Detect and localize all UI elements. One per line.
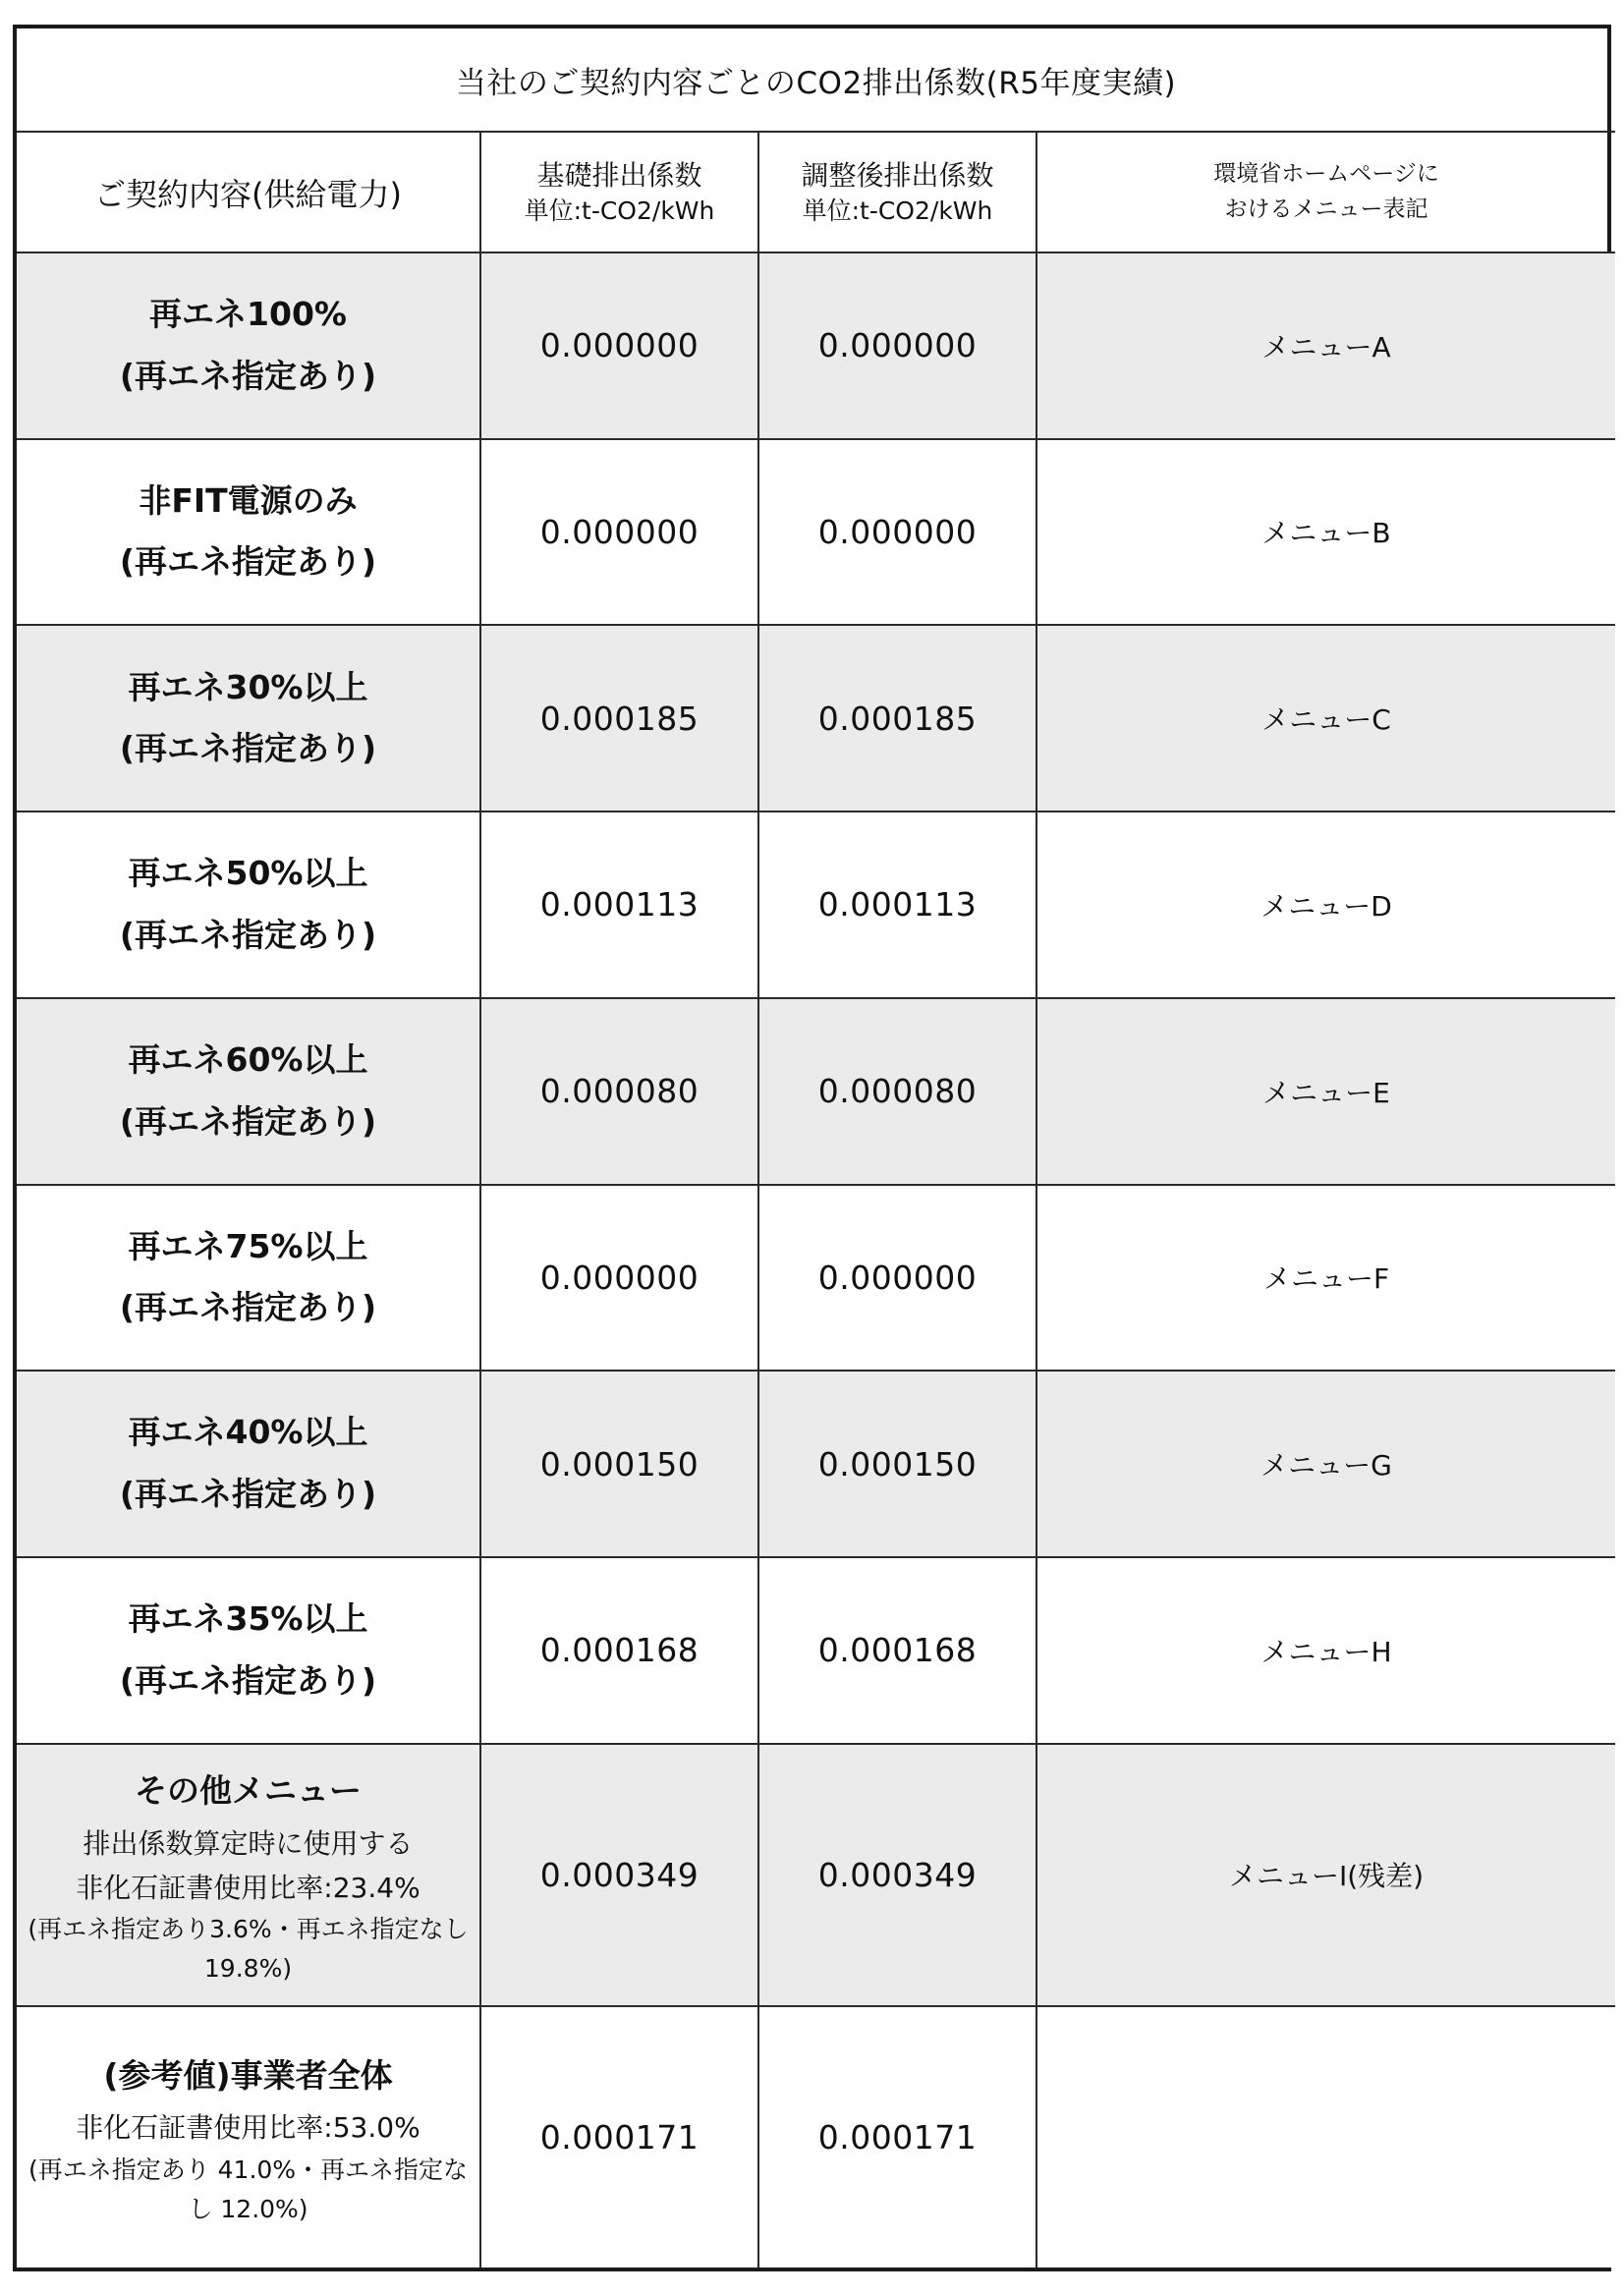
menu-label: メニューB bbox=[1036, 439, 1615, 626]
nonfossil-ratio: 非化石証書使用比率:23.4% bbox=[76, 1871, 420, 1904]
table-row bbox=[17, 439, 1615, 626]
menu-label: メニューH bbox=[1036, 1557, 1615, 1744]
header-menu-line2: おけるメニュー表記 bbox=[1224, 196, 1428, 222]
header-row bbox=[17, 132, 1615, 252]
contract-cell bbox=[17, 252, 480, 439]
table-row bbox=[17, 1371, 1615, 1557]
contract-cell bbox=[17, 1557, 480, 1744]
adjusted-value: 0.000113 bbox=[758, 812, 1036, 998]
adjusted-value: 0.000171 bbox=[758, 2006, 1036, 2268]
contract-cell bbox=[17, 439, 480, 626]
contract-cell bbox=[17, 2006, 480, 2268]
adjusted-value: 0.000000 bbox=[758, 1185, 1036, 1372]
header-adjusted bbox=[758, 132, 1036, 252]
contract-note: (再エネ指定あり) bbox=[119, 915, 377, 954]
header-menu-line1: 環境省ホームページに bbox=[1213, 161, 1439, 187]
nonfossil-breakdown: (再エネ指定あり 41.0%・再エネ指定なし 12.0%) bbox=[28, 2156, 469, 2224]
menu-label: メニューC bbox=[1036, 625, 1615, 812]
menu-label: メニューD bbox=[1036, 812, 1615, 998]
header-basic bbox=[480, 132, 758, 252]
table-row bbox=[17, 1557, 1615, 1744]
adjusted-value: 0.000349 bbox=[758, 1744, 1036, 2006]
basic-value: 0.000113 bbox=[480, 812, 758, 998]
contract-note: (再エネ指定あり) bbox=[119, 1475, 377, 1514]
table-row-reference bbox=[17, 2006, 1615, 2268]
table-row bbox=[17, 625, 1615, 812]
contract-name: (参考値)事業者全体 bbox=[103, 2055, 393, 2095]
table-title: 当社のご契約内容ごとのCO2排出係数(R5年度実績) bbox=[17, 28, 1615, 132]
adjusted-value: 0.000080 bbox=[758, 998, 1036, 1185]
adjusted-value: 0.000185 bbox=[758, 625, 1036, 812]
contract-cell bbox=[17, 1744, 480, 2006]
menu-label: メニューA bbox=[1036, 252, 1615, 439]
contract-name: 再エネ100% bbox=[149, 295, 347, 334]
title-row bbox=[17, 28, 1615, 132]
nonfossil-ratio: 非化石証書使用比率:53.0% bbox=[76, 2111, 420, 2145]
basic-value: 0.000000 bbox=[480, 439, 758, 626]
basic-value: 0.000000 bbox=[480, 252, 758, 439]
table-row-other bbox=[17, 1744, 1615, 2006]
basic-value: 0.000080 bbox=[480, 998, 758, 1185]
contract-note: (再エネ指定あり) bbox=[119, 356, 377, 395]
contract-cell bbox=[17, 1185, 480, 1372]
co2-coefficient-table-frame bbox=[13, 25, 1611, 2271]
basic-value: 0.000171 bbox=[480, 2006, 758, 2268]
contract-cell bbox=[17, 998, 480, 1185]
contract-cell bbox=[17, 625, 480, 812]
contract-name: 再エネ50%以上 bbox=[128, 854, 368, 893]
contract-name: 再エネ30%以上 bbox=[128, 667, 368, 706]
contract-cell bbox=[17, 1371, 480, 1557]
co2-coefficient-table bbox=[17, 28, 1615, 2268]
basic-value: 0.000150 bbox=[480, 1371, 758, 1557]
table-row bbox=[17, 812, 1615, 998]
basic-value: 0.000168 bbox=[480, 1557, 758, 1744]
nonfossil-breakdown: (再エネ指定あり3.6%・再エネ指定なし19.8%) bbox=[28, 1915, 469, 1984]
adjusted-value: 0.000000 bbox=[758, 252, 1036, 439]
header-basic-label: 基礎排出係数 bbox=[536, 158, 702, 192]
menu-label bbox=[1036, 2006, 1615, 2268]
contract-note: (再エネ指定あり) bbox=[119, 729, 377, 768]
contract-name: 非FIT電源のみ bbox=[139, 480, 358, 520]
adjusted-value: 0.000150 bbox=[758, 1371, 1036, 1557]
contract-name: その他メニュー bbox=[135, 1771, 362, 1811]
header-adjusted-unit: 単位:t-CO2/kWh bbox=[802, 196, 993, 225]
header-contract: ご契約内容(供給電力) bbox=[17, 132, 480, 252]
header-basic-unit: 単位:t-CO2/kWh bbox=[524, 196, 715, 225]
contract-name: 再エネ40%以上 bbox=[128, 1413, 368, 1452]
adjusted-value: 0.000000 bbox=[758, 439, 1036, 626]
contract-note: (再エネ指定あり) bbox=[119, 542, 377, 582]
contract-name: 再エネ35%以上 bbox=[128, 1599, 368, 1639]
menu-label: メニューG bbox=[1036, 1371, 1615, 1557]
contract-note: (再エネ指定あり) bbox=[119, 1101, 377, 1141]
contract-note: (再エネ指定あり) bbox=[119, 1660, 377, 1700]
header-menu bbox=[1036, 132, 1615, 252]
contract-sub-line: 排出係数算定時に使用する bbox=[83, 1826, 414, 1860]
table-row bbox=[17, 252, 1615, 439]
basic-value: 0.000000 bbox=[480, 1185, 758, 1372]
table-row bbox=[17, 998, 1615, 1185]
contract-note: (再エネ指定あり) bbox=[119, 1288, 377, 1327]
contract-name: 再エネ75%以上 bbox=[128, 1226, 368, 1265]
contract-name: 再エネ60%以上 bbox=[128, 1039, 368, 1079]
header-adjusted-label: 調整後排出係数 bbox=[801, 158, 994, 192]
table-row bbox=[17, 1185, 1615, 1372]
menu-label: メニューI(残差) bbox=[1036, 1744, 1615, 2006]
basic-value: 0.000185 bbox=[480, 625, 758, 812]
contract-cell bbox=[17, 812, 480, 998]
adjusted-value: 0.000168 bbox=[758, 1557, 1036, 1744]
menu-label: メニューF bbox=[1036, 1185, 1615, 1372]
basic-value: 0.000349 bbox=[480, 1744, 758, 2006]
menu-label: メニューE bbox=[1036, 998, 1615, 1185]
